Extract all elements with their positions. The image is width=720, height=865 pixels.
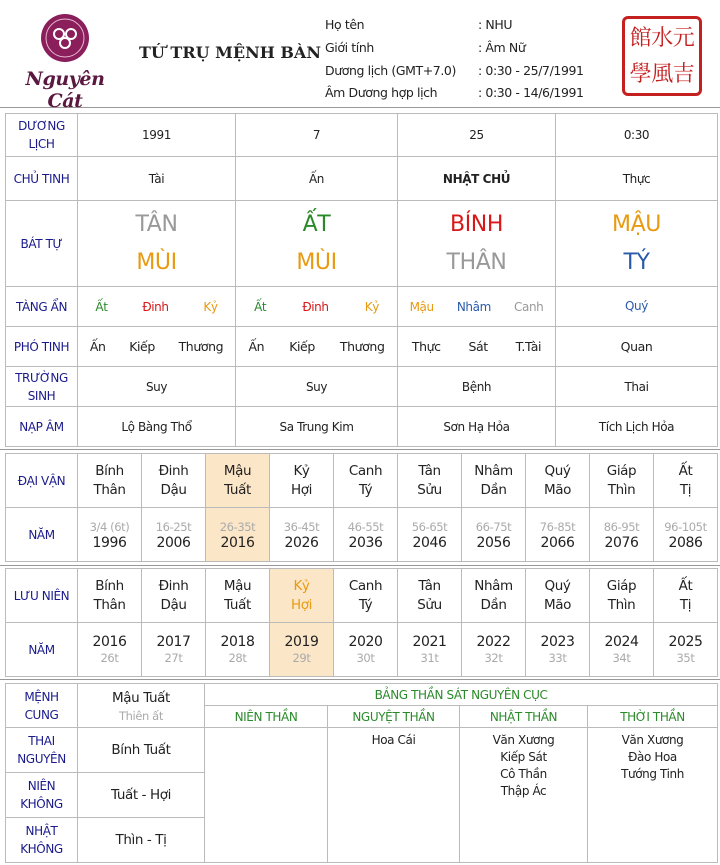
luu-nien-cell: Giáp Thìn bbox=[590, 569, 654, 623]
luu-nien-year-cell: 2022 32t bbox=[462, 623, 526, 677]
label-luu-nien: LƯU NIÊN bbox=[6, 569, 78, 623]
dai-van-table bbox=[5, 453, 718, 562]
header-nhat-than: NHẬT THẦN bbox=[460, 706, 588, 728]
four-pillars-table bbox=[5, 113, 718, 447]
truong-sinh-month: Suy bbox=[236, 367, 398, 407]
header-thoi-than: THỜI THẦN bbox=[588, 706, 718, 728]
dai-van-cell: Giáp Thìn bbox=[590, 454, 654, 508]
thai-nguyen-value: Bính Tuất bbox=[78, 728, 205, 773]
dai-van-cell: Canh Tý bbox=[334, 454, 398, 508]
bat-tu-day bbox=[398, 201, 556, 287]
label-nien-khong: NIÊN KHÔNG bbox=[6, 773, 78, 818]
tang-an-month: Ất Đinh Kỷ bbox=[236, 287, 398, 327]
info-label-lunar: Âm Dương hợp lịch bbox=[325, 85, 438, 100]
label-tang-an: TÀNG ẨN bbox=[6, 287, 78, 327]
header-nien-than: NIÊN THẦN bbox=[205, 706, 328, 728]
nap-am-day: Sơn Hạ Hỏa bbox=[398, 407, 556, 447]
dai-van-cell: Đinh Dậu bbox=[142, 454, 206, 508]
truong-sinh-hour: Thai bbox=[556, 367, 718, 407]
dai-van-year-cell: 96-105t 2086 bbox=[654, 508, 718, 562]
luu-nien-year-cell: 2016 26t bbox=[78, 623, 142, 677]
luu-nien-cell: Ất Tị bbox=[654, 569, 718, 623]
nap-am-hour: Tích Lịch Hỏa bbox=[556, 407, 718, 447]
pho-tinh-hour: Quan bbox=[556, 327, 718, 367]
chu-tinh-year: Tài bbox=[78, 157, 236, 201]
label-thai-nguyen: THAI NGUYÊN bbox=[6, 728, 78, 773]
info-label-gender: Giới tính bbox=[325, 40, 374, 55]
dai-van-cell: Ất Tị bbox=[654, 454, 718, 508]
nien-khong-value: Tuất - Hợi bbox=[78, 773, 205, 818]
info-value-lunar: : 0:30 - 14/6/1991 bbox=[478, 85, 584, 100]
truong-sinh-year: Suy bbox=[78, 367, 236, 407]
luu-nien-year-cell: 2024 34t bbox=[590, 623, 654, 677]
luu-nien-year-cell: 2023 33t bbox=[526, 623, 590, 677]
thoi-than-list: Văn Xương Đào Hoa Tướng Tinh bbox=[588, 728, 718, 863]
dai-van-cell: Tân Sửu bbox=[398, 454, 462, 508]
label-truong-sinh: TRƯỜNG SINH bbox=[6, 367, 78, 407]
luu-nien-cell: Nhâm Dần bbox=[462, 569, 526, 623]
dai-van-year-cell: 36-45t 2026 bbox=[270, 508, 334, 562]
brand-name: Nguyên Cát bbox=[25, 68, 105, 112]
dai-van-year-cell-current: 26-35t 2016 bbox=[206, 508, 270, 562]
truong-sinh-day: Bệnh bbox=[398, 367, 556, 407]
dai-van-year-cell: 46-55t 2036 bbox=[334, 508, 398, 562]
nien-than-list bbox=[205, 728, 328, 863]
chu-tinh-day: NHẬT CHỦ bbox=[398, 157, 556, 201]
red-seal-stamp: 館水元 學風吉 bbox=[622, 16, 702, 96]
pho-tinh-day: Thực Sát T.Tài bbox=[398, 327, 556, 367]
chu-tinh-hour: Thực bbox=[556, 157, 718, 201]
luu-nien-cell-current: Kỷ Hợi bbox=[270, 569, 334, 623]
luu-nien-table bbox=[5, 568, 718, 677]
dai-van-cell-current: Mậu Tuất bbox=[206, 454, 270, 508]
dai-van-year-cell: 56-65t 2046 bbox=[398, 508, 462, 562]
dai-van-cell: Quý Mão bbox=[526, 454, 590, 508]
label-bat-tu: BÁT TỰ bbox=[6, 201, 78, 287]
luu-nien-year-cell: 2025 35t bbox=[654, 623, 718, 677]
dai-van-year-cell: 86-95t 2076 bbox=[590, 508, 654, 562]
label-pho-tinh: PHÓ TINH bbox=[6, 327, 78, 367]
label-nhat-khong: NHẬT KHÔNG bbox=[6, 818, 78, 863]
luu-nien-cell: Quý Mão bbox=[526, 569, 590, 623]
info-value-solar: : 0:30 - 25/7/1991 bbox=[478, 63, 584, 78]
luu-nien-year-cell-current: 2019 29t bbox=[270, 623, 334, 677]
luu-nien-years-row bbox=[6, 623, 718, 677]
luu-nien-year-cell: 2018 28t bbox=[206, 623, 270, 677]
dai-van-year-cell: 76-85t 2066 bbox=[526, 508, 590, 562]
header bbox=[0, 0, 720, 112]
branch-year: MÙI bbox=[136, 249, 177, 275]
page-title: TỨ TRỤ MỆNH BÀN bbox=[139, 43, 321, 62]
info-label-name: Họ tên bbox=[325, 17, 365, 32]
dai-van-cell: Nhâm Dần bbox=[462, 454, 526, 508]
luu-nien-cell: Tân Sửu bbox=[398, 569, 462, 623]
solar-month: 7 bbox=[236, 114, 398, 157]
luu-nien-cell: Mậu Tuất bbox=[206, 569, 270, 623]
nhat-than-list: Văn Xương Kiếp Sát Cô Thần Thập Ác bbox=[460, 728, 588, 863]
menh-cung-cell: Mậu Tuất Thiên ất bbox=[78, 684, 205, 728]
dai-van-years-row bbox=[6, 508, 718, 562]
bottom-table bbox=[5, 683, 718, 863]
bat-tu-month bbox=[236, 201, 398, 287]
luu-nien-cell: Canh Tý bbox=[334, 569, 398, 623]
luu-nien-names-row bbox=[6, 569, 718, 623]
brand-logo bbox=[10, 12, 120, 112]
tang-an-year: Ất Đinh Kỷ bbox=[78, 287, 236, 327]
label-luu-nien-nam: NĂM bbox=[6, 623, 78, 677]
nguyet-than-list: Hoa Cái bbox=[328, 728, 460, 863]
bat-tu-year bbox=[78, 201, 236, 287]
pho-tinh-month: Ấn Kiếp Thương bbox=[236, 327, 398, 367]
solar-day: 25 bbox=[398, 114, 556, 157]
label-menh-cung: MỆNH CUNG bbox=[6, 684, 78, 728]
stem-year: TÂN bbox=[135, 211, 178, 237]
luu-nien-year-cell: 2020 30t bbox=[334, 623, 398, 677]
label-duong-lich: DƯƠNG LỊCH bbox=[6, 114, 78, 157]
dai-van-year-cell: 66-75t 2056 bbox=[462, 508, 526, 562]
dai-van-names-row bbox=[6, 454, 718, 508]
info-label-solar: Dương lịch (GMT+7.0) bbox=[325, 63, 456, 78]
than-sat-title: BẢNG THẦN SÁT NGUYÊN CỤC bbox=[205, 684, 718, 706]
info-value-name: : NHU bbox=[478, 17, 513, 32]
label-dai-van-nam: NĂM bbox=[6, 508, 78, 562]
header-nguyet-than: NGUYỆT THẦN bbox=[328, 706, 460, 728]
branch-month: MÙI bbox=[296, 249, 337, 275]
luu-nien-cell: Đinh Dậu bbox=[142, 569, 206, 623]
dai-van-year-cell: 3/4 (6t) 1996 bbox=[78, 508, 142, 562]
luu-nien-cell: Bính Thân bbox=[78, 569, 142, 623]
label-nap-am: NẠP ÂM bbox=[6, 407, 78, 447]
chu-tinh-month: Ấn bbox=[236, 157, 398, 201]
tang-an-hour: Quý bbox=[556, 287, 718, 327]
stem-hour: MẬU bbox=[612, 211, 661, 237]
nap-am-year: Lộ Bàng Thổ bbox=[78, 407, 236, 447]
bat-tu-hour bbox=[556, 201, 718, 287]
stem-day: BÍNH bbox=[450, 211, 503, 237]
tang-an-day: Mậu Nhâm Canh bbox=[398, 287, 556, 327]
info-value-gender: : Âm Nữ bbox=[478, 40, 526, 55]
dai-van-year-cell: 16-25t 2006 bbox=[142, 508, 206, 562]
stem-month: ẤT bbox=[302, 211, 331, 237]
nap-am-month: Sa Trung Kim bbox=[236, 407, 398, 447]
label-chu-tinh: CHỦ TINH bbox=[6, 157, 78, 201]
dai-van-cell: Kỷ Hợi bbox=[270, 454, 334, 508]
branch-hour: TÝ bbox=[623, 249, 650, 275]
label-dai-van: ĐẠI VẬN bbox=[6, 454, 78, 508]
luu-nien-year-cell: 2021 31t bbox=[398, 623, 462, 677]
pho-tinh-year: Ấn Kiếp Thương bbox=[78, 327, 236, 367]
nhat-khong-value: Thìn - Tị bbox=[78, 818, 205, 863]
branch-day: THÂN bbox=[446, 249, 507, 275]
luu-nien-year-cell: 2017 27t bbox=[142, 623, 206, 677]
lotus-logo-icon bbox=[41, 14, 89, 62]
solar-hour: 0:30 bbox=[556, 114, 718, 157]
solar-year: 1991 bbox=[78, 114, 236, 157]
dai-van-cell: Bính Thân bbox=[78, 454, 142, 508]
